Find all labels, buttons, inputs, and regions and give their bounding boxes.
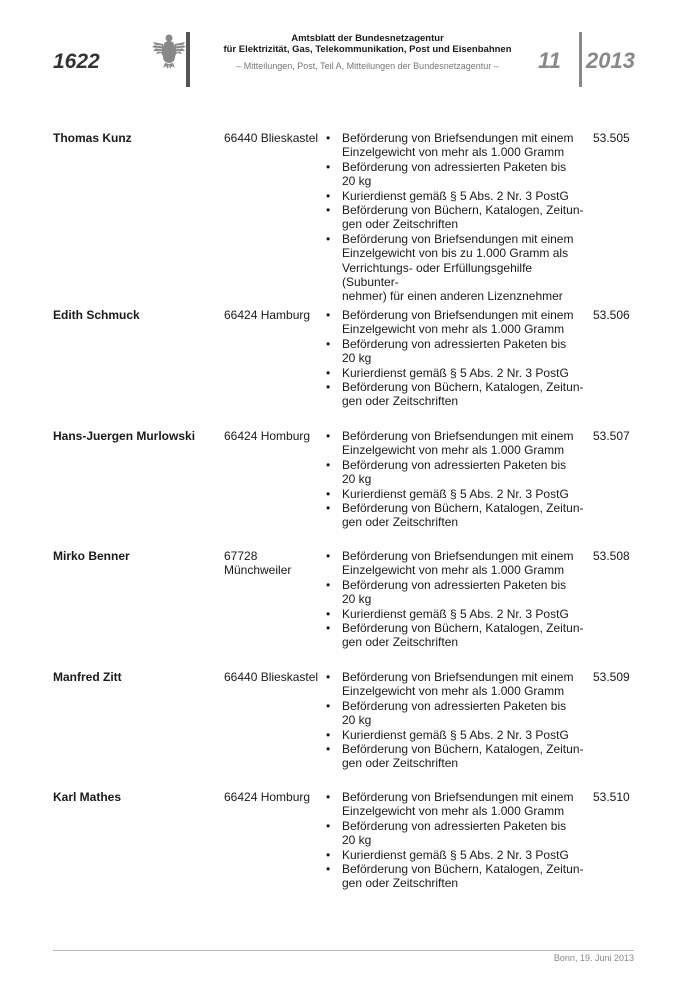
service-list (326, 131, 588, 304)
bullet-icon: • (326, 621, 331, 636)
service-item: • Beförderung von Büchern, Katalogen, Zeitun- gen oder Zeitschriften (326, 380, 584, 409)
licensee-name: Hans-Juergen Murlowski (53, 429, 196, 443)
bullet-icon: • (326, 231, 331, 246)
service-item: • Beförderung von Briefsendungen mit einem Einzelgewicht von mehr als 1.000 Gramm (326, 549, 574, 578)
federal-eagle-icon (150, 30, 188, 70)
bullet-icon: • (326, 549, 331, 563)
licensee-place: 66424 Hamburg (224, 308, 311, 322)
bullet-icon: • (326, 790, 331, 804)
section-title: – Mitteilungen, Post, Teil A, Mitteilungen der Bundesnetzagentur – (236, 61, 499, 71)
header-divider-left (186, 32, 190, 87)
service-item: • Beförderung von adressierten Paketen bis 20 kg (326, 159, 567, 189)
page-number: 1622 (53, 50, 100, 73)
bullet-icon: • (326, 159, 331, 174)
service-item: • Kurierdienst gemäß § 5 Abs. 2 Nr. 3 PostG (326, 727, 569, 742)
bullet-icon: • (326, 577, 331, 592)
licensee-name: Mirko Benner (53, 549, 130, 563)
service-item: • Beförderung von adressierten Paketen bis 20 kg (326, 698, 567, 728)
service-item: • Beförderung von adressierten Paketen bis 20 kg (326, 336, 567, 366)
service-item: • Beförderung von Büchern, Katalogen, Zeitun- gen oder Zeitschriften (326, 742, 584, 771)
service-item: • Beförderung von Briefsendungen mit einem Einzelgewicht von bis zu 1.000 Gramm als Verrichtungs- oder Erfüllungsgehilfe (Subunter- nehmer) für einen anderen Lizenznehmer (326, 231, 574, 304)
licensee-name: Karl Mathes (53, 790, 122, 804)
bullet-icon: • (326, 380, 331, 395)
service-list (326, 429, 588, 530)
footer-date: Bonn, 19. Juni 2013 (553, 953, 634, 963)
bullet-icon: • (326, 308, 331, 322)
bullet-icon: • (326, 457, 331, 472)
licensee-place: 67728 Münchweiler (224, 549, 292, 578)
service-item: • Beförderung von Briefsendungen mit einem Einzelgewicht von mehr als 1.000 Gramm (326, 308, 574, 337)
journal-subtitle: für Elektrizität, Gas, Telekommunikation, Post und Eisenbahnen (223, 44, 512, 55)
issue-number: 11 (538, 48, 561, 73)
licensee-name: Manfred Zitt (53, 670, 122, 684)
bullet-icon: • (326, 698, 331, 713)
service-item: • Beförderung von Büchern, Katalogen, Zeitun- gen oder Zeitschriften (326, 621, 584, 650)
bullet-icon: • (326, 606, 331, 621)
service-item: • Beförderung von adressierten Paketen bis 20 kg (326, 457, 567, 487)
bullet-icon: • (326, 501, 331, 516)
bullet-icon: • (326, 131, 331, 145)
service-item: • Kurierdienst gemäß § 5 Abs. 2 Nr. 3 PostG (326, 486, 569, 501)
bullet-icon: • (326, 742, 331, 757)
bullet-icon: • (326, 727, 331, 742)
header-divider-right (579, 32, 582, 87)
service-list (326, 790, 588, 891)
registration-number: 53.507 (593, 429, 630, 443)
service-item: • Beförderung von Briefsendungen mit einem Einzelgewicht von mehr als 1.000 Gramm (326, 429, 574, 458)
licensee-place: 66424 Homburg (224, 790, 311, 804)
bullet-icon: • (326, 486, 331, 501)
licensee-name: Edith Schmuck (53, 308, 140, 322)
service-item: • Kurierdienst gemäß § 5 Abs. 2 Nr. 3 PostG (326, 365, 569, 380)
bullet-icon: • (326, 365, 331, 380)
bullet-icon: • (326, 670, 331, 684)
service-item: • Beförderung von Büchern, Katalogen, Zeitun- gen oder Zeitschriften (326, 203, 584, 232)
bullet-icon: • (326, 862, 331, 877)
licensee-place: 66440 Blieskastel (224, 131, 319, 145)
page-header (0, 0, 700, 100)
bullet-icon: • (326, 818, 331, 833)
bullet-icon: • (326, 336, 331, 351)
service-item: • Beförderung von Briefsendungen mit einem Einzelgewicht von mehr als 1.000 Gramm (326, 670, 574, 699)
registration-number: 53.506 (593, 308, 630, 322)
service-item: • Beförderung von Büchern, Katalogen, Zeitun- gen oder Zeitschriften (326, 501, 584, 530)
licensee-place: 66440 Blieskastel (224, 670, 319, 684)
service-item: • Beförderung von Briefsendungen mit einem Einzelgewicht von mehr als 1.000 Gramm (326, 131, 574, 160)
registration-number: 53.509 (593, 670, 630, 684)
service-item: • Beförderung von adressierten Paketen bis 20 kg (326, 818, 567, 848)
journal-title-block (195, 33, 540, 72)
registration-number: 53.505 (593, 131, 630, 145)
footer-divider (53, 950, 634, 951)
service-list (326, 549, 588, 650)
service-item: • Beförderung von Briefsendungen mit einem Einzelgewicht von mehr als 1.000 Gramm (326, 790, 574, 819)
service-list (326, 670, 588, 771)
bullet-icon: • (326, 847, 331, 862)
service-item: • Beförderung von adressierten Paketen bis 20 kg (326, 577, 567, 607)
registration-number: 53.510 (593, 790, 630, 804)
issue-year: 2013 (586, 48, 635, 73)
registration-number: 53.508 (593, 549, 630, 563)
licensee-place: 66424 Homburg (224, 429, 311, 443)
service-list (326, 308, 588, 409)
bullet-icon: • (326, 429, 331, 443)
bullet-icon: • (326, 203, 331, 218)
service-item: • Kurierdienst gemäß § 5 Abs. 2 Nr. 3 PostG (326, 606, 569, 621)
service-item: • Kurierdienst gemäß § 5 Abs. 2 Nr. 3 PostG (326, 847, 569, 862)
licensee-name: Thomas Kunz (53, 131, 132, 145)
service-item: • Beförderung von Büchern, Katalogen, Zeitun- gen oder Zeitschriften (326, 862, 584, 891)
journal-title: Amtsblatt der Bundesnetzagentur (291, 33, 444, 44)
service-item: • Kurierdienst gemäß § 5 Abs. 2 Nr. 3 PostG (326, 188, 569, 203)
bullet-icon: • (326, 188, 331, 203)
